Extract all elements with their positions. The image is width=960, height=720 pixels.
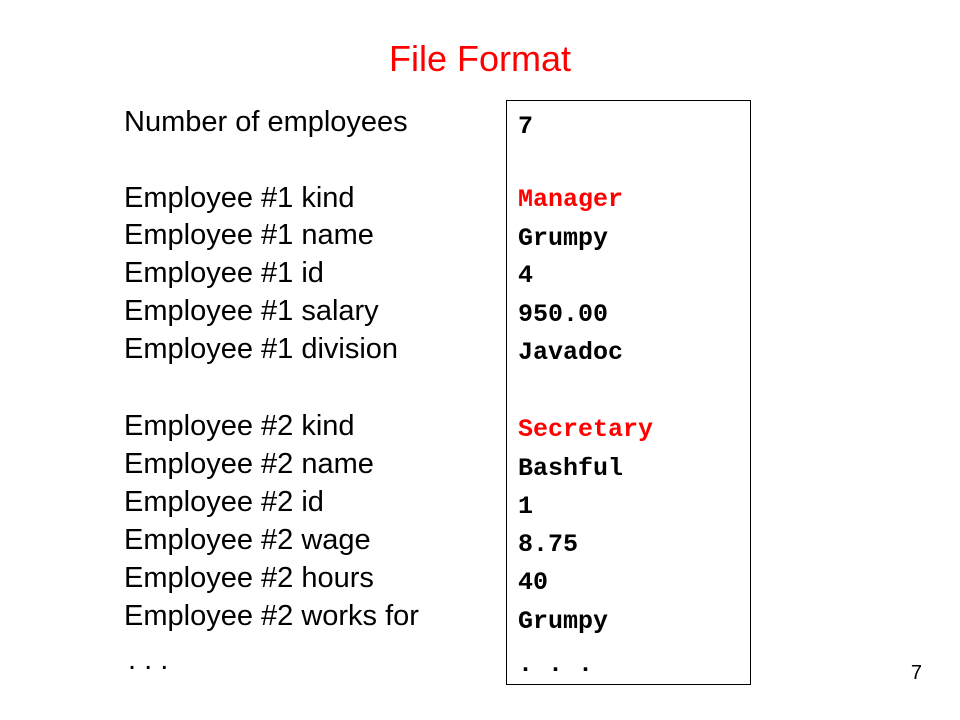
slide-number: 7 [910,662,922,684]
value-emp1-kind: Manager [518,185,624,214]
value-emp2-name: Bashful [518,454,624,483]
value-emp2-id: 1 [518,492,534,521]
value-emp2-works-for: Grumpy [518,607,609,636]
label-emp2-hours: Employee #2 hours [124,562,374,594]
value-emp1-salary: 950.00 [518,300,609,329]
label-emp2-name: Employee #2 name [124,448,374,480]
label-emp2-works-for: Employee #2 works for [124,600,419,632]
value-emp2-wage: 8.75 [518,530,579,559]
label-emp1-salary: Employee #1 salary [124,295,379,327]
value-emp1-name: Grumpy [518,224,609,253]
value-ellipsis: . . . [518,650,594,679]
label-emp2-id: Employee #2 id [124,486,324,518]
label-emp1-division: Employee #1 division [124,333,399,365]
label-emp1-id: Employee #1 id [124,257,324,289]
value-emp1-division: Javadoc [518,338,624,367]
label-employee-count: Number of employees [124,106,408,138]
value-emp1-id: 4 [518,261,534,290]
value-emp2-hours: 40 [518,568,549,597]
label-emp2-kind: Employee #2 kind [124,410,355,442]
label-ellipsis: . . . [128,644,169,676]
file-contents-box [506,100,751,685]
slide-title: File Format [388,38,572,79]
label-emp1-name: Employee #1 name [124,219,374,251]
label-emp1-kind: Employee #1 kind [124,182,355,214]
label-emp2-wage: Employee #2 wage [124,524,371,556]
value-employee-count: 7 [518,112,534,141]
value-emp2-kind: Secretary [518,415,654,444]
